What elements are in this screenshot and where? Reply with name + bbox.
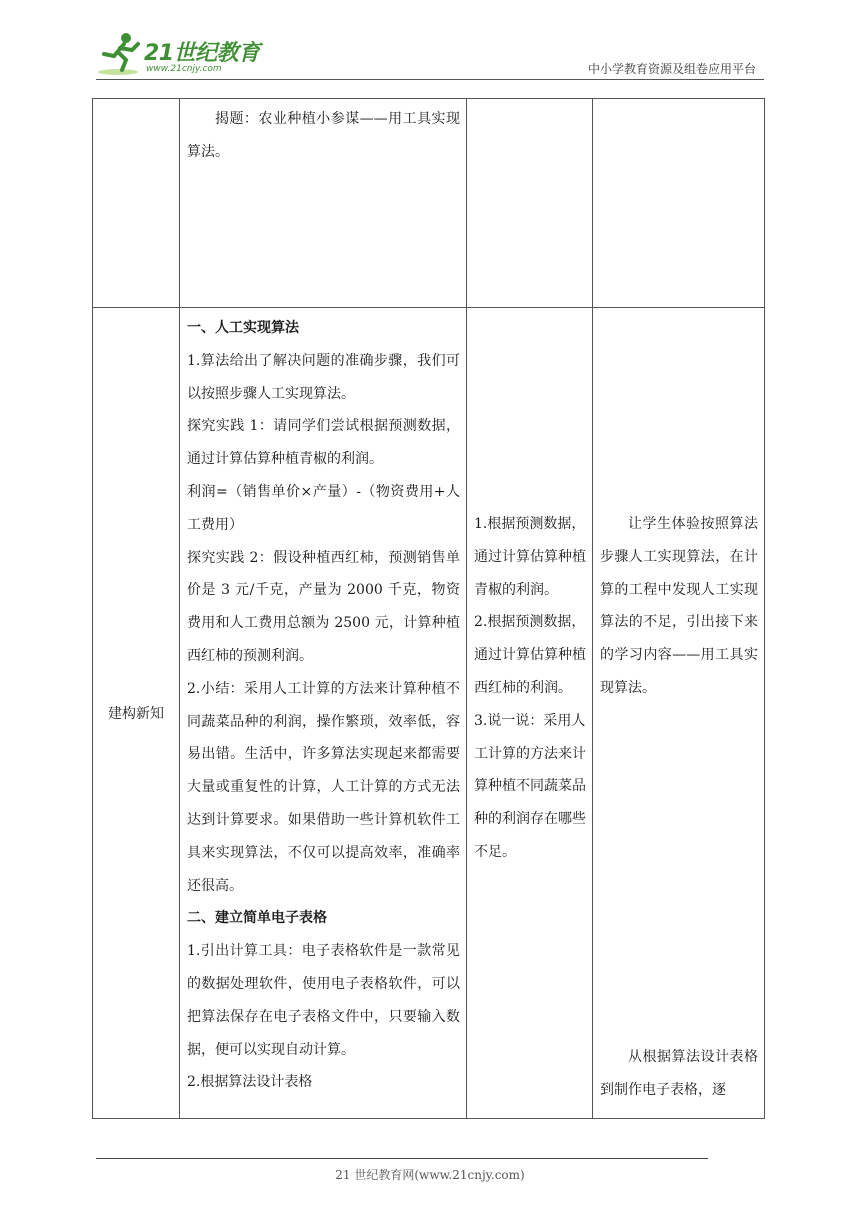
student-activity: 3.说一说：采用人工计算的方法来计算种植不同蔬菜品种的利润存在哪些不足。 [474, 712, 586, 860]
content-paragraph: 1.算法给出了解决问题的准确步骤，我们可以按照步骤人工实现算法。 [187, 352, 460, 402]
stage-cell [93, 99, 180, 308]
content-cell [180, 308, 467, 1119]
logo-url: www.21cnjy.com [146, 64, 222, 74]
content-paragraph: 利润=（销售单价×产量）-（物资费用+人工费用） [187, 483, 460, 533]
student-cell [467, 99, 593, 308]
content-paragraph: 2.根据算法设计表格 [187, 1074, 313, 1091]
lesson-table [92, 98, 765, 1119]
footer-text: 21 世纪教育网(www.21cnjy.com) [335, 1168, 525, 1182]
student-cell [467, 308, 593, 1119]
section-heading: 一、人工实现算法 [187, 320, 299, 336]
table-row [93, 308, 765, 1119]
intent-text-2: 从根据算法设计表格到制作电子表格，逐 [600, 1049, 758, 1098]
stage-label: 建构新知 [108, 706, 164, 722]
logo-text: 21世纪教育 [144, 41, 260, 66]
intent-text: 让学生体验按照算法步骤人工实现算法，在计算的工程中发现人工实现算法的不足，引出接下来的学习内容——用工具实现算法。 [600, 516, 758, 696]
intent-cell [593, 99, 765, 308]
content-paragraph: 2.小结：采用人工计算的方法来计算种植不同蔬菜品种的利润，操作繁琐，效率低，容易出错。生活中，许多算法实现起来都需要大量或重复性的计算，人工计算的方式无法达到计算要求。如果借助一些计算机软件工具来实现算法，不仅可以提高效率，准确率还很高。 [187, 680, 460, 894]
table-row [93, 99, 765, 308]
content-paragraph: 1.引出计算工具：电子表格软件是一款常见的数据处理软件，使用电子表格软件，可以把算法保存在电子表格文件中，只要输入数据，便可以实现自动计算。 [187, 943, 460, 1058]
runner-logo-icon [96, 30, 144, 78]
content-paragraph: 探究实践 1：请同学们尝试根据预测数据，通过计算估算种植青椒的利润。 [187, 418, 460, 468]
intro-text: 揭题：农业种植小参谋——用工具实现算法。 [187, 111, 460, 160]
section-heading: 二、建立简单电子表格 [187, 910, 327, 927]
stage-cell [93, 308, 180, 1119]
site-logo [96, 30, 266, 82]
student-activity: 2.根据预测数据，通过计算估算种植西红柿的利润。 [474, 614, 586, 696]
student-activity: 1.根据预测数据，通过计算估算种植青椒的利润。 [474, 516, 586, 598]
intent-cell [593, 308, 765, 1119]
platform-title: 中小学教育资源及组卷应用平台 [587, 62, 756, 76]
header-divider [96, 79, 764, 80]
content-paragraph: 探究实践 2：假设种植西红柿，预测销售单价是 3 元/千克，产量为 2000 千克，物资费用和人工费用总额为 2500 元，计算种植西红柿的预测利润。 [187, 549, 460, 664]
footer-divider [96, 1158, 708, 1159]
content-cell [180, 99, 467, 308]
